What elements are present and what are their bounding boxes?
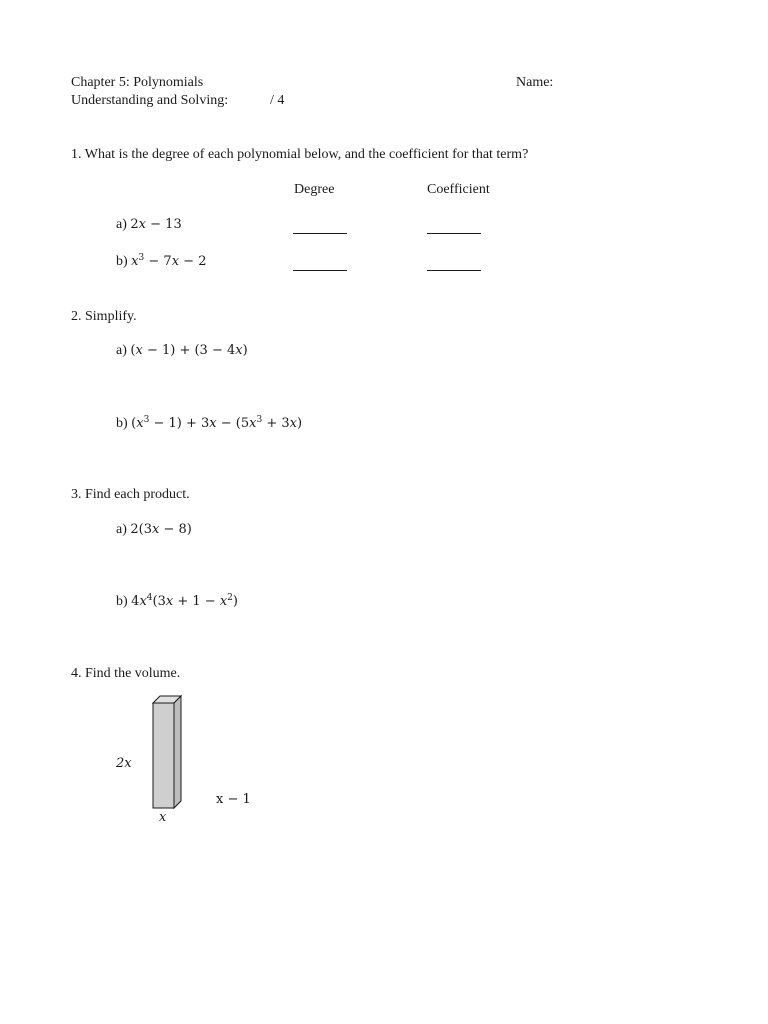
- prism-width-label: x: [159, 810, 167, 825]
- name-label: Name:: [516, 75, 554, 90]
- q3b-label: b): [116, 594, 128, 609]
- prism-side-face: [174, 696, 181, 808]
- prism-height-label: 2x: [116, 756, 132, 771]
- q1b-degree-blank[interactable]: [293, 255, 347, 271]
- worksheet-subtitle: Understanding and Solving:: [71, 93, 229, 108]
- q1a-coefficient-blank[interactable]: [427, 218, 481, 234]
- q1b-label: b): [116, 254, 128, 269]
- degree-column-header: Degree: [294, 182, 335, 197]
- q1a-item: [116, 217, 182, 233]
- q2b-expression: $(x^3 - 1) + 3x - (5x^3 + 3x)$: [131, 415, 303, 431]
- rectangular-prism-figure: [148, 690, 188, 814]
- q1a-degree-blank[interactable]: [293, 218, 347, 234]
- q2b-label: b): [116, 416, 128, 431]
- q2-prompt: 2. Simplify.: [71, 309, 137, 324]
- q1b-coefficient-blank[interactable]: [427, 255, 481, 271]
- q3a-expression: 2(3x − 8): [130, 522, 192, 537]
- q3b-item: [116, 594, 238, 610]
- prism-depth-label: x − 1: [216, 792, 251, 807]
- q3a-item: [116, 522, 192, 538]
- coefficient-column-header: Coefficient: [427, 182, 490, 197]
- q2b-item: [116, 416, 302, 432]
- q1a-expression: 2x − 13: [130, 217, 182, 232]
- q1a-label: a): [116, 217, 127, 232]
- score-label: / 4: [270, 93, 285, 108]
- q4-prompt: 4. Find the volume.: [71, 666, 181, 681]
- q3b-expression: $4x^4(3x + 1 - x^2)$: [131, 593, 238, 609]
- q1b-item: [116, 254, 206, 270]
- q2a-label: a): [116, 343, 127, 358]
- q2a-item: [116, 343, 248, 359]
- q1b-expression: $x^3 - 7x - 2$: [131, 253, 207, 269]
- q3-prompt: 3. Find each product.: [71, 487, 190, 502]
- q2a-expression: (x − 1) + (3 − 4x): [130, 343, 248, 358]
- q3a-label: a): [116, 522, 127, 537]
- prism-front-face: [153, 703, 174, 808]
- chapter-title: Chapter 5: Polynomials: [71, 75, 204, 90]
- q1-prompt: 1. What is the degree of each polynomial below, and the coefficient for that term?: [71, 147, 529, 162]
